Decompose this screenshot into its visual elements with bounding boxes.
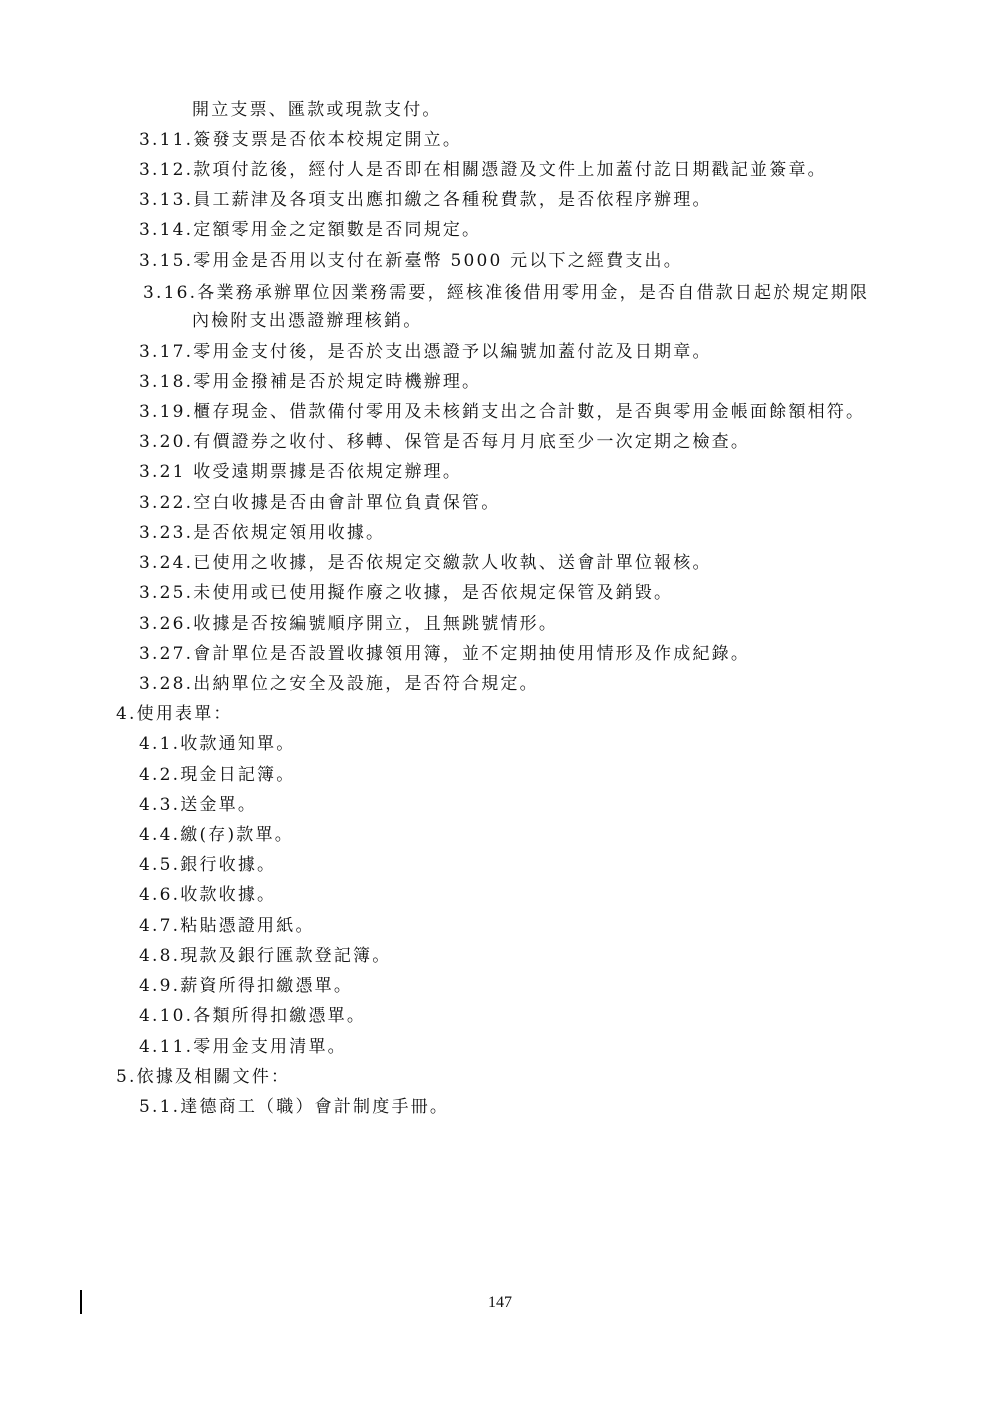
item-4-4: 4.4.繳(存)款單。 bbox=[139, 825, 294, 845]
page-number: 147 bbox=[488, 1294, 512, 1311]
section-5-heading: 5.依據及相關文件： bbox=[116, 1067, 291, 1087]
section-4-heading: 4.使用表單： bbox=[116, 704, 233, 724]
item-5-1: 5.1.達德商工（職）會計制度手冊。 bbox=[139, 1097, 450, 1117]
item-4-1: 4.1.收款通知單。 bbox=[139, 734, 296, 754]
item-4-3: 4.3.送金單。 bbox=[139, 795, 258, 815]
item-3-27: 3.27.會計單位是否設置收據領用簿，並不定期抽使用情形及作成紀錄。 bbox=[139, 644, 751, 664]
item-3-20: 3.20.有價證券之收付、移轉、保管是否每月月底至少一次定期之檢查。 bbox=[139, 432, 751, 452]
item-4-5: 4.5.銀行收據。 bbox=[139, 855, 277, 875]
item-3-10-continuation: 開立支票、匯款或現款支付。 bbox=[192, 100, 442, 120]
item-4-7: 4.7.粘貼憑證用紙。 bbox=[139, 916, 315, 936]
item-3-18: 3.18.零用金撥補是否於規定時機辦理。 bbox=[139, 372, 482, 392]
item-4-9: 4.9.薪資所得扣繳憑單。 bbox=[139, 976, 354, 996]
item-3-16-continuation: 內檢附支出憑證辦理核銷。 bbox=[192, 311, 423, 331]
item-3-23: 3.23.是否依規定領用收據。 bbox=[139, 523, 386, 543]
item-3-19: 3.19.櫃存現金、借款備付零用及未核銷支出之合計數，是否與零用金帳面餘額相符。 bbox=[139, 402, 866, 422]
item-4-11: 4.11.零用金支用清單。 bbox=[139, 1037, 347, 1057]
item-3-14: 3.14.定額零用金之定額數是否同規定。 bbox=[139, 220, 482, 240]
item-3-16: 3.16.各業務承辦單位因業務需要，經核准後借用零用金，是否自借款日起於規定期限 bbox=[143, 283, 870, 303]
item-3-15: 3.15.零用金是否用以支付在新臺幣 5000 元以下之經費支出。 bbox=[139, 251, 683, 271]
item-4-10: 4.10.各類所得扣繳憑單。 bbox=[139, 1006, 367, 1026]
item-3-21: 3.21 收受遠期票據是否依規定辦理。 bbox=[139, 462, 463, 482]
item-4-2: 4.2.現金日記簿。 bbox=[139, 765, 296, 785]
item-3-17: 3.17.零用金支付後，是否於支出憑證予以編號加蓋付訖及日期章。 bbox=[139, 342, 712, 362]
item-3-28: 3.28.出納單位之安全及設施，是否符合規定。 bbox=[139, 674, 539, 694]
item-3-22: 3.22.空白收據是否由會計單位負責保管。 bbox=[139, 493, 501, 513]
item-3-24: 3.24.已使用之收據，是否依規定交繳款人收執、送會計單位報核。 bbox=[139, 553, 712, 573]
item-3-11: 3.11.簽發支票是否依本校規定開立。 bbox=[139, 130, 463, 150]
item-4-8: 4.8.現款及銀行匯款登記簿。 bbox=[139, 946, 392, 966]
item-4-6: 4.6.收款收據。 bbox=[139, 885, 277, 905]
item-3-12: 3.12.款項付訖後，經付人是否即在相關憑證及文件上加蓋付訖日期戳記並簽章。 bbox=[139, 160, 827, 180]
item-3-13: 3.13.員工薪津及各項支出應扣繳之各種稅費款，是否依程序辦理。 bbox=[139, 190, 712, 210]
item-3-26: 3.26.收據是否按編號順序開立，且無跳號情形。 bbox=[139, 614, 559, 634]
item-3-25: 3.25.未使用或已使用擬作廢之收據，是否依規定保管及銷毀。 bbox=[139, 583, 674, 603]
